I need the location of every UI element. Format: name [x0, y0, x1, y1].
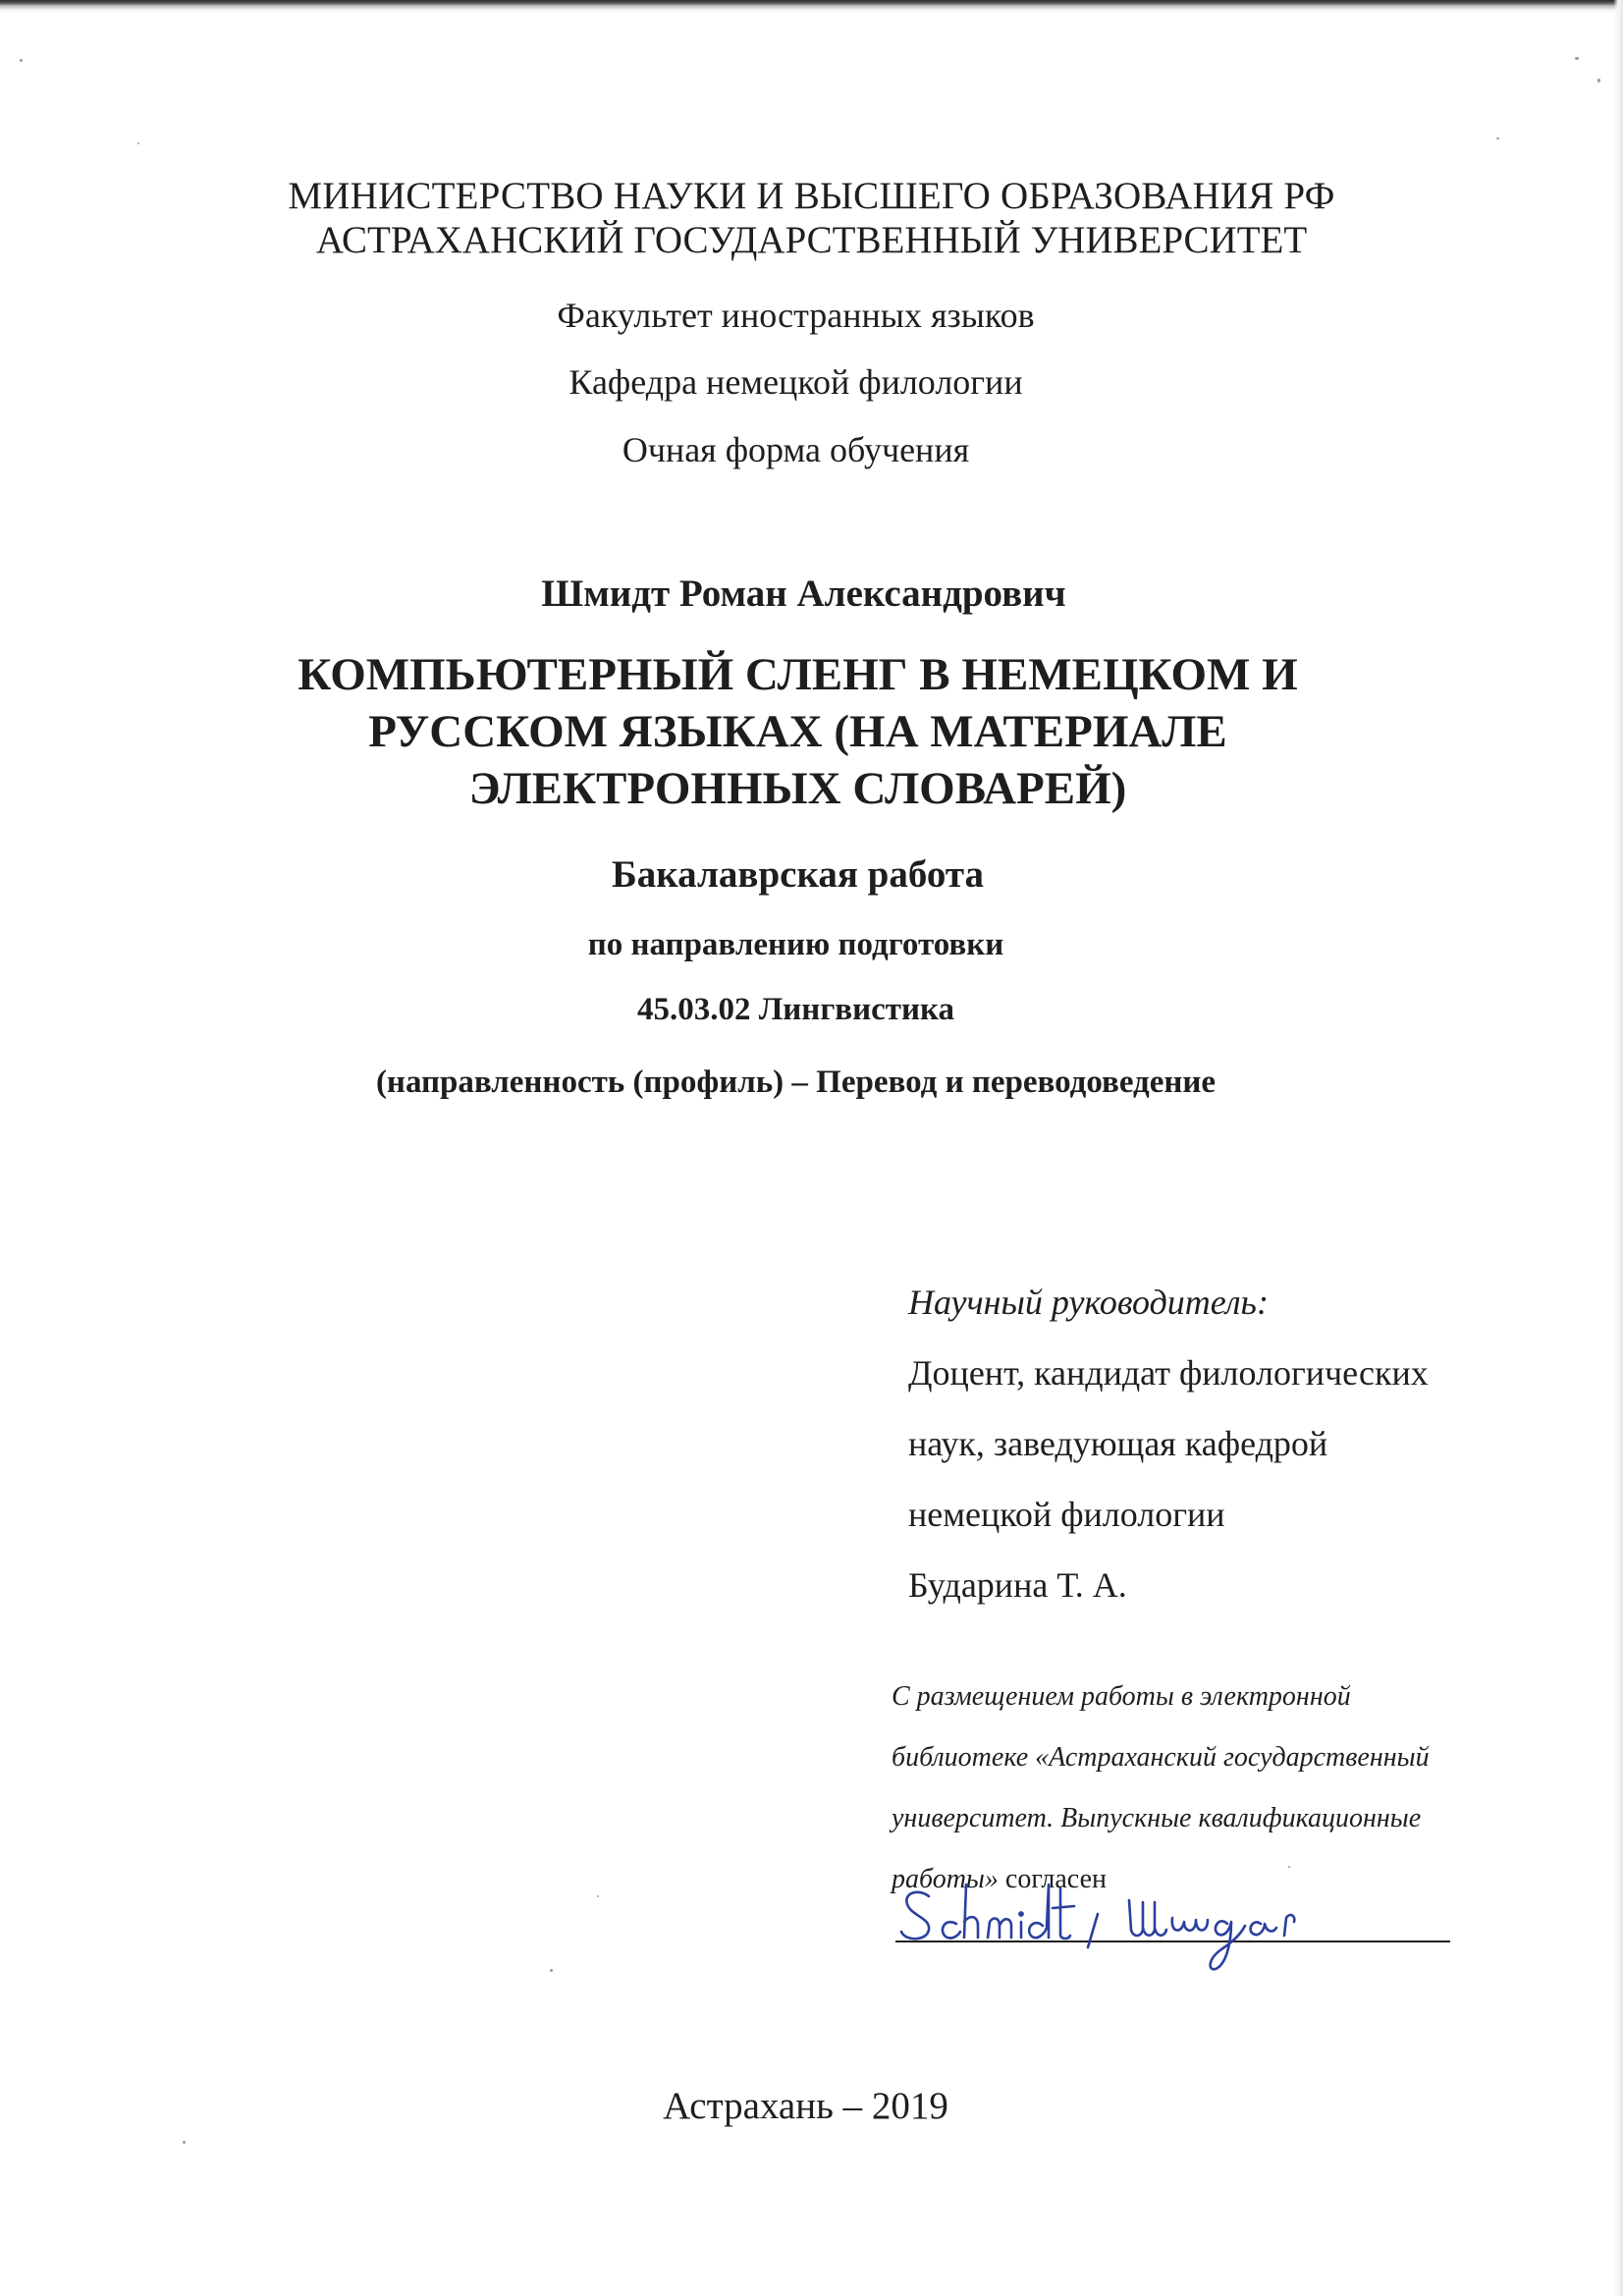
scan-top-edge — [0, 0, 1623, 14]
city-year: Астрахань – 2019 — [663, 2085, 948, 2127]
scan-speck — [597, 1895, 599, 1897]
scan-speck — [20, 59, 23, 62]
scan-speck — [1496, 137, 1499, 139]
work-type: Бакалаврская работа — [612, 853, 984, 896]
supervisor-label: Научный руководитель: — [908, 1283, 1269, 1322]
thesis-title-line-2: РУССКОМ ЯЗЫКАХ (НА МАТЕРИАЛЕ — [368, 706, 1227, 757]
scan-speck — [1597, 79, 1600, 82]
supervisor-block — [908, 1267, 1537, 1620]
author-name: Шмидт Роман Александрович — [541, 573, 1066, 615]
scan-speck — [1288, 1866, 1290, 1868]
thesis-title-line-1: КОМПЬЮТЕРНЫЙ СЛЕНГ В НЕМЕЦКОМ И — [298, 649, 1298, 700]
consent-line-4-italic: работы» — [892, 1864, 999, 1894]
consent-line-1: С размещением работы в электронной — [892, 1681, 1351, 1712]
scan-right-edge — [1613, 0, 1623, 2296]
supervisor-name: Бударина Т. А. — [908, 1565, 1127, 1605]
department-name: Кафедра немецкой филологии — [568, 362, 1023, 402]
study-form: Очная форма обучения — [622, 430, 970, 469]
scan-speck — [550, 1969, 553, 1972]
direction-code: 45.03.02 Лингвистика — [636, 992, 955, 1027]
consent-line-3: университет. Выпускные квалификационные — [892, 1803, 1422, 1833]
scan-speck — [1575, 57, 1579, 60]
signature-latin — [901, 1885, 1074, 1939]
consent-line-2: библиотеке «Астраханский государственный — [892, 1742, 1430, 1773]
supervisor-line-2: наук, заведующая кафедрой — [908, 1424, 1328, 1463]
scan-speck — [137, 142, 139, 144]
faculty-name: Факультет иностранных языков — [557, 296, 1035, 335]
signature-drawing — [895, 1871, 1450, 1979]
signature-cyrillic — [1129, 1900, 1294, 1969]
signature — [895, 1871, 1450, 1979]
supervisor-line-1: Доцент, кандидат филологических — [908, 1353, 1429, 1393]
scan-speck — [183, 2141, 186, 2144]
ministry-name: МИНИСТЕРСТВО НАУКИ И ВЫСШЕГО ОБРАЗОВАНИЯ РФ — [288, 175, 1335, 217]
consent-line-4-plain: согласен — [998, 1864, 1107, 1894]
profile: (направленность (профиль) – Перевод и переводоведение — [375, 1065, 1217, 1100]
thesis-title-line-3: ЭЛЕКТРОННЫХ СЛОВАРЕЙ) — [468, 763, 1127, 814]
supervisor-line-3: немецкой филологии — [908, 1495, 1225, 1534]
direction-label: по направлению подготовки — [587, 927, 1004, 962]
university-name: АСТРАХАНСКИЙ ГОСУДАРСТВЕННЫЙ УНИВЕРСИТЕТ — [315, 219, 1308, 261]
